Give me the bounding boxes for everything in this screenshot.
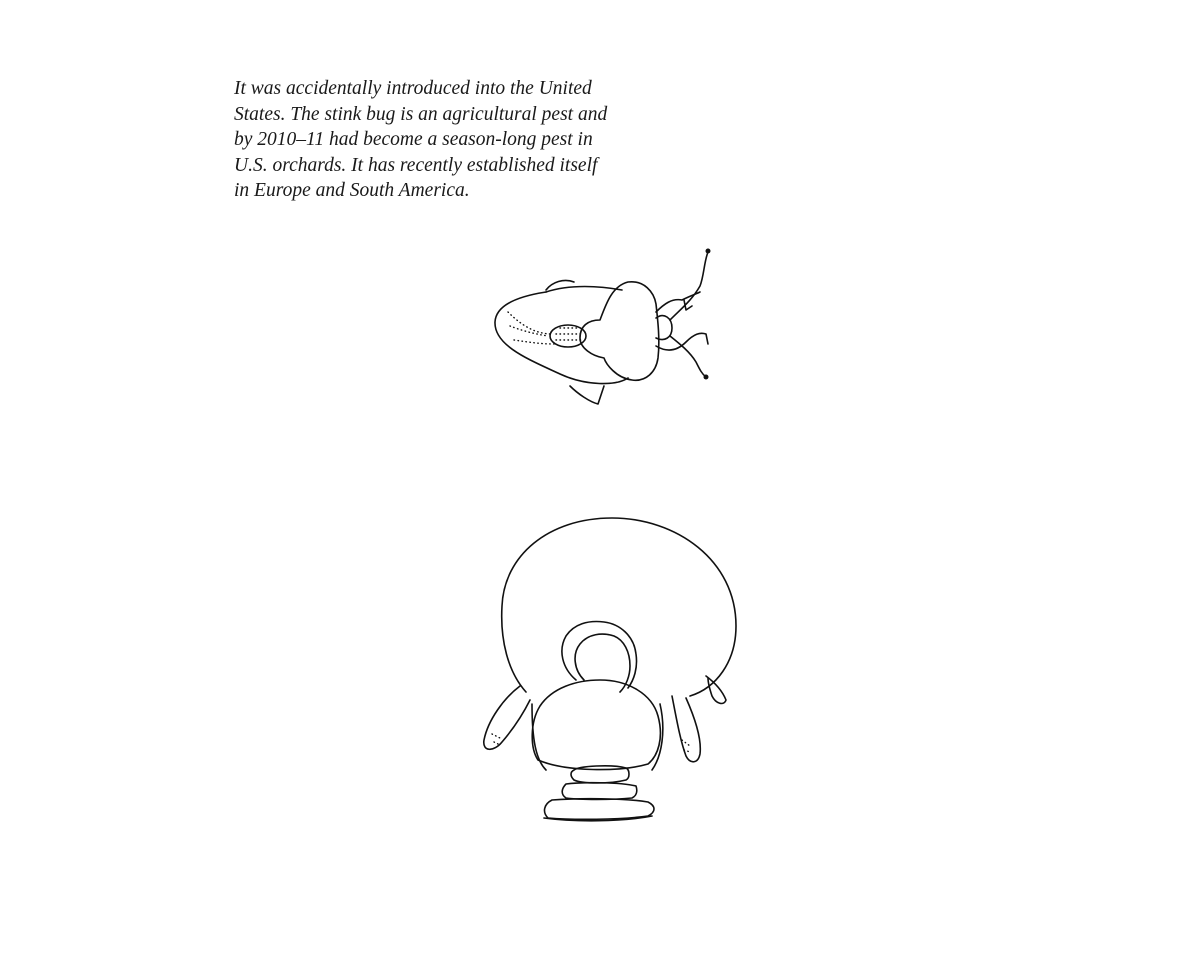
bug-membrane-dots <box>508 312 552 334</box>
caption-line: States. The stink bug is an agricultural pest and <box>234 103 608 125</box>
stink-bug-rear-view-illustration <box>470 505 750 835</box>
bug-lower-shell <box>532 680 660 770</box>
bug-antenna-bottom <box>670 336 706 377</box>
bug-left-leg-dots <box>492 734 500 744</box>
bug-right-leg <box>672 696 700 762</box>
bug-leg-bottom <box>570 386 604 404</box>
bug-tail-base-3 <box>545 799 654 820</box>
bug-abdomen-outline <box>495 292 628 384</box>
bug-head-loop <box>562 622 637 688</box>
bug-front-leg-bottom <box>656 333 708 350</box>
caption-line: by 2010–11 had become a season-long pest in <box>234 129 593 150</box>
stink-bug-top-view-illustration <box>480 240 730 420</box>
bug-front-leg-top <box>656 292 700 312</box>
caption-line: in Europe and South America. <box>234 180 470 201</box>
bug-tail-base-2 <box>562 783 637 800</box>
bug-antenna-tip-bottom <box>704 375 709 380</box>
bug-antenna-tip-top <box>706 249 711 254</box>
bug-wing-top-edge <box>546 287 622 293</box>
bug-antenna-top <box>670 252 708 320</box>
bug-membrane-dots-3 <box>510 326 548 336</box>
bug-body-dome <box>502 518 736 696</box>
bug-membrane-dots-2 <box>514 340 554 344</box>
caption-line: U.S. orchards. It has recently established itself <box>234 154 598 176</box>
bug-left-leg <box>484 686 530 749</box>
bug-pronotum <box>580 282 659 380</box>
caption-text <box>234 76 634 204</box>
caption-line: It was accidentally introduced into the United <box>234 78 592 99</box>
bug-lower-shell-rim <box>532 704 663 770</box>
